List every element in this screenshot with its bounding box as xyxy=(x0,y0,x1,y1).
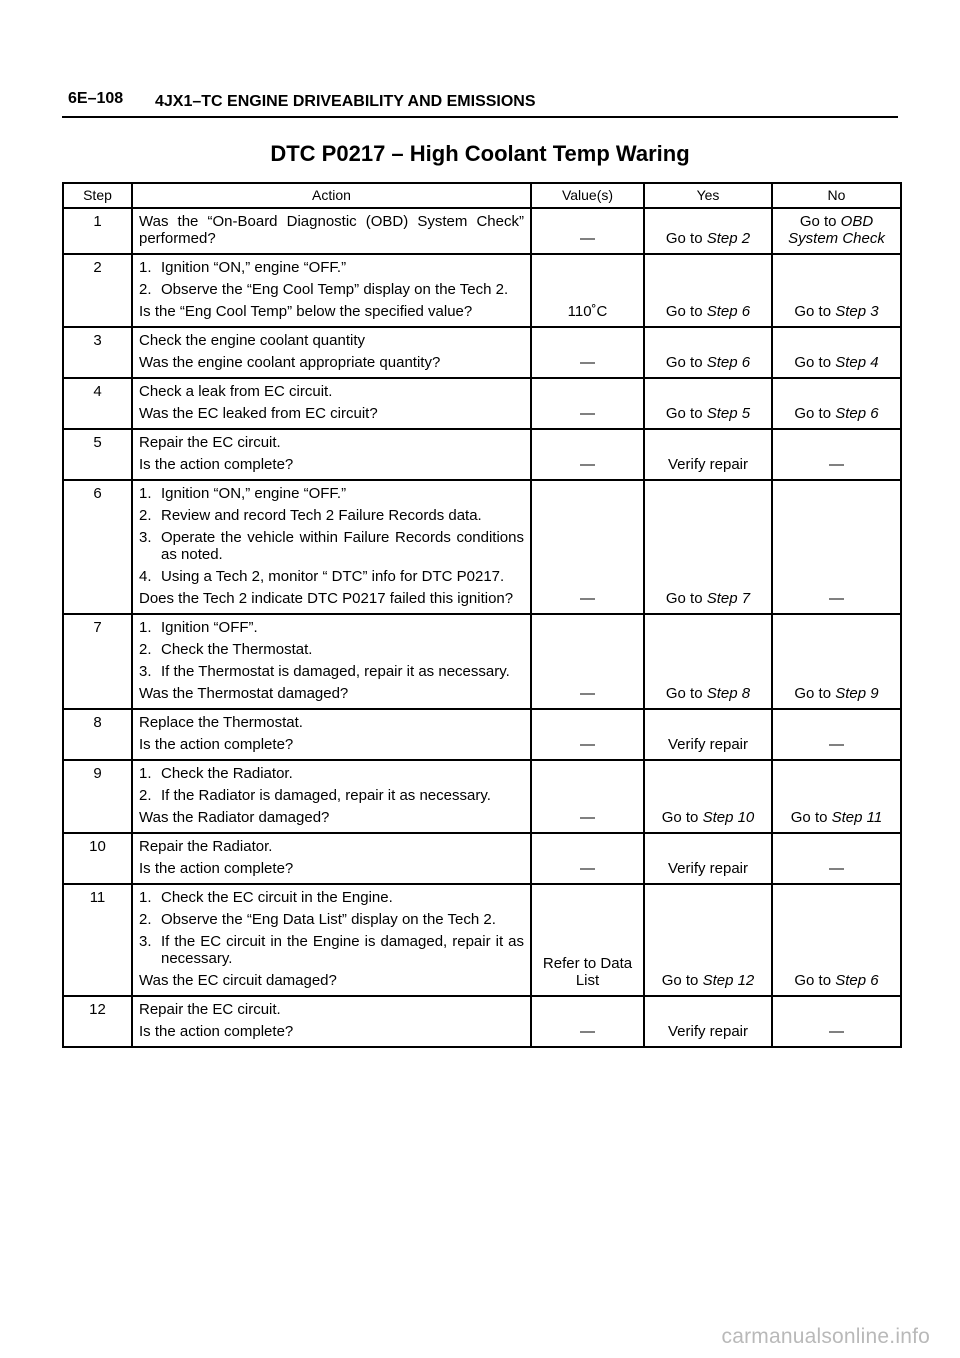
action-question: Is the action complete? xyxy=(139,860,294,877)
action-item-number: 1. xyxy=(139,765,152,782)
action-question: Was the Thermostat damaged? xyxy=(139,685,349,702)
action-item-number: 3. xyxy=(139,663,152,680)
no-prefix: — xyxy=(829,456,844,473)
value-cell: — xyxy=(531,327,644,378)
action-cell xyxy=(132,429,531,480)
yes-cell xyxy=(644,327,772,378)
action-question: Is the “Eng Cool Temp” below the specified value? xyxy=(139,303,473,320)
action-question: Was the EC leaked from EC circuit? xyxy=(139,405,378,422)
step-number: 1 xyxy=(63,208,132,254)
yes-step-ref: Step 7 xyxy=(706,590,751,607)
action-list-item xyxy=(139,529,524,563)
action-item-number: 2. xyxy=(139,911,152,928)
table-row xyxy=(63,327,901,378)
value-cell: 110˚C xyxy=(531,254,644,327)
no-cell xyxy=(772,378,901,429)
action-item-text: Check the EC circuit in the Engine. xyxy=(161,889,393,906)
yes-cell xyxy=(644,378,772,429)
step-number: 2 xyxy=(63,254,132,327)
action-item-number: 3. xyxy=(139,933,152,950)
action-list-item xyxy=(139,568,524,585)
step-number: 11 xyxy=(63,884,132,996)
yes-prefix: Verify repair xyxy=(667,1023,749,1040)
action-question: Replace the Thermostat. xyxy=(139,714,303,731)
action-item-number: 1. xyxy=(139,485,152,502)
no-cell xyxy=(772,884,901,996)
action-list-item xyxy=(139,641,524,658)
yes-prefix: Go to xyxy=(665,303,707,320)
action-question: Was the Radiator damaged? xyxy=(139,809,330,826)
yes-step-ref: Step 5 xyxy=(706,405,751,422)
column-header-step: Step xyxy=(63,183,132,208)
no-prefix: — xyxy=(829,736,844,753)
yes-cell xyxy=(644,996,772,1047)
table-row xyxy=(63,429,901,480)
value-cell: — xyxy=(531,833,644,884)
action-question: Repair the EC circuit. xyxy=(139,1001,281,1018)
step-number: 12 xyxy=(63,996,132,1047)
step-number: 6 xyxy=(63,480,132,614)
no-step-ref: Step 4 xyxy=(835,354,879,371)
value-cell: — xyxy=(531,208,644,254)
step-number: 3 xyxy=(63,327,132,378)
yes-prefix: Go to xyxy=(665,354,707,371)
no-cell xyxy=(772,254,901,327)
no-prefix: Go to xyxy=(794,405,836,422)
action-item-text: If the Radiator is damaged, repair it as necessary. xyxy=(161,787,491,804)
value-cell: — xyxy=(531,709,644,760)
yes-cell xyxy=(644,884,772,996)
column-header-values: Value(s) xyxy=(531,183,644,208)
column-header-action: Action xyxy=(132,183,531,208)
column-header-yes: Yes xyxy=(644,183,772,208)
no-cell xyxy=(772,429,901,480)
action-list-item xyxy=(139,619,524,636)
action-cell xyxy=(132,614,531,709)
no-step-ref: OBD System Check xyxy=(788,213,885,247)
yes-cell xyxy=(644,480,772,614)
step-number: 10 xyxy=(63,833,132,884)
action-item-text: Using a Tech 2, monitor “ DTC” info for DTC P0217. xyxy=(161,568,505,585)
yes-prefix: Go to xyxy=(665,685,707,702)
action-cell xyxy=(132,760,531,833)
action-question: Is the action complete? xyxy=(139,736,294,753)
action-cell xyxy=(132,480,531,614)
header-rule xyxy=(62,116,898,118)
yes-step-ref: Step 10 xyxy=(702,809,755,826)
table-row xyxy=(63,480,901,614)
action-question: Was the engine coolant appropriate quantity? xyxy=(139,354,441,371)
yes-prefix: Go to xyxy=(665,230,707,247)
no-prefix: — xyxy=(829,590,844,607)
table-row xyxy=(63,709,901,760)
yes-cell xyxy=(644,254,772,327)
action-question: Is the action complete? xyxy=(139,456,294,473)
yes-prefix: Go to xyxy=(665,590,707,607)
action-list-item xyxy=(139,507,524,524)
yes-prefix: Go to xyxy=(661,809,703,826)
no-prefix: Go to xyxy=(794,354,836,371)
action-item-number: 2. xyxy=(139,641,152,658)
step-number: 7 xyxy=(63,614,132,709)
table-row xyxy=(63,208,901,254)
yes-cell xyxy=(644,614,772,709)
value-cell: — xyxy=(531,378,644,429)
action-item-number: 1. xyxy=(139,889,152,906)
diagnostic-table xyxy=(62,182,902,1048)
action-item-text: If the EC circuit in the Engine is damaged, repair it as necessary. xyxy=(161,933,524,967)
no-prefix: — xyxy=(829,860,844,877)
action-item-number: 3. xyxy=(139,529,152,546)
value-cell: Refer to Data List xyxy=(531,884,644,996)
action-question: Was the “On-Board Diagnostic (OBD) System Check” performed? xyxy=(139,213,524,247)
step-number: 8 xyxy=(63,709,132,760)
yes-prefix: Verify repair xyxy=(667,736,749,753)
action-list-item xyxy=(139,933,524,967)
yes-step-ref: Step 2 xyxy=(706,230,751,247)
yes-prefix: Verify repair xyxy=(667,860,749,877)
action-item-text: If the Thermostat is damaged, repair it as necessary. xyxy=(161,663,510,680)
table-header-row xyxy=(63,183,901,208)
action-question: Was the EC circuit damaged? xyxy=(139,972,337,989)
action-item-number: 1. xyxy=(139,259,152,276)
no-prefix: Go to xyxy=(790,809,832,826)
yes-step-ref: Step 6 xyxy=(706,354,751,371)
table-row xyxy=(63,884,901,996)
page-number: 6E–108 xyxy=(68,90,124,107)
yes-prefix: Go to xyxy=(665,405,707,422)
yes-step-ref: Step 8 xyxy=(706,685,751,702)
action-question: Repair the Radiator. xyxy=(139,838,273,855)
action-cell xyxy=(132,709,531,760)
action-cell xyxy=(132,884,531,996)
action-item-number: 2. xyxy=(139,507,152,524)
yes-cell xyxy=(644,429,772,480)
no-prefix: Go to xyxy=(794,303,836,320)
no-step-ref: Step 11 xyxy=(831,809,883,826)
action-item-text: Ignition “OFF”. xyxy=(161,619,258,636)
step-number: 9 xyxy=(63,760,132,833)
action-cell xyxy=(132,254,531,327)
no-prefix: Go to xyxy=(794,685,836,702)
action-item-number: 2. xyxy=(139,281,152,298)
action-item-text: Ignition “ON,” engine “OFF.” xyxy=(161,259,347,276)
no-cell xyxy=(772,996,901,1047)
table-row xyxy=(63,833,901,884)
action-question: Repair the EC circuit. xyxy=(139,434,281,451)
action-item-number: 1. xyxy=(139,619,152,636)
value-cell: — xyxy=(531,996,644,1047)
action-list-item xyxy=(139,787,524,804)
action-question: Check the engine coolant quantity xyxy=(139,332,365,349)
action-list-item xyxy=(139,765,524,782)
action-item-number: 4. xyxy=(139,568,152,585)
no-cell xyxy=(772,760,901,833)
table-row xyxy=(63,614,901,709)
action-item-number: 2. xyxy=(139,787,152,804)
yes-prefix: Go to xyxy=(661,972,703,989)
value-cell: — xyxy=(531,614,644,709)
no-step-ref: Step 9 xyxy=(835,685,879,702)
action-item-text: Check the Radiator. xyxy=(161,765,293,782)
yes-cell xyxy=(644,208,772,254)
no-step-ref: Step 6 xyxy=(835,405,879,422)
no-cell xyxy=(772,327,901,378)
action-item-text: Review and record Tech 2 Failure Records data. xyxy=(161,507,482,524)
no-prefix: Go to xyxy=(799,213,841,230)
table-row xyxy=(63,378,901,429)
action-question: Is the action complete? xyxy=(139,1023,294,1040)
action-list-item xyxy=(139,281,524,298)
running-title: 4JX1–TC ENGINE DRIVEABILITY AND EMISSIONS xyxy=(155,93,536,110)
no-prefix: — xyxy=(829,1023,844,1040)
yes-step-ref: Step 12 xyxy=(702,972,755,989)
action-item-text: Observe the “Eng Cool Temp” display on the Tech 2. xyxy=(161,281,509,298)
yes-cell xyxy=(644,833,772,884)
document-title: DTC P0217 – High Coolant Temp Waring xyxy=(270,141,690,166)
action-cell xyxy=(132,378,531,429)
value-cell: — xyxy=(531,760,644,833)
table-row xyxy=(63,996,901,1047)
action-item-text: Ignition “ON,” engine “OFF.” xyxy=(161,485,347,502)
step-number: 5 xyxy=(63,429,132,480)
value-cell: — xyxy=(531,429,644,480)
table-row xyxy=(63,760,901,833)
action-list-item xyxy=(139,259,524,276)
action-list-item xyxy=(139,889,524,906)
yes-cell xyxy=(644,760,772,833)
action-cell xyxy=(132,208,531,254)
no-cell xyxy=(772,833,901,884)
yes-cell xyxy=(644,709,772,760)
step-number: 4 xyxy=(63,378,132,429)
action-cell xyxy=(132,327,531,378)
action-list-item xyxy=(139,663,524,680)
action-cell xyxy=(132,996,531,1047)
column-header-no: No xyxy=(772,183,901,208)
action-item-text: Observe the “Eng Data List” display on the Tech 2. xyxy=(161,911,496,928)
no-cell xyxy=(772,480,901,614)
value-cell: — xyxy=(531,480,644,614)
action-question: Check a leak from EC circuit. xyxy=(139,383,333,400)
action-cell xyxy=(132,833,531,884)
no-prefix: Go to xyxy=(794,972,836,989)
action-item-text: Operate the vehicle within Failure Records conditions as noted. xyxy=(161,529,524,563)
action-question: Does the Tech 2 indicate DTC P0217 failed this ignition? xyxy=(139,590,514,607)
no-step-ref: Step 3 xyxy=(835,303,879,320)
table-row xyxy=(63,254,901,327)
yes-prefix: Verify repair xyxy=(667,456,749,473)
no-cell xyxy=(772,709,901,760)
yes-step-ref: Step 6 xyxy=(706,303,751,320)
action-list-item xyxy=(139,911,524,928)
no-cell xyxy=(772,614,901,709)
no-cell xyxy=(772,208,901,254)
action-list-item xyxy=(139,485,524,502)
no-step-ref: Step 6 xyxy=(835,972,879,989)
action-item-text: Check the Thermostat. xyxy=(161,641,313,658)
watermark: carmanualsonline.info xyxy=(721,1325,930,1348)
